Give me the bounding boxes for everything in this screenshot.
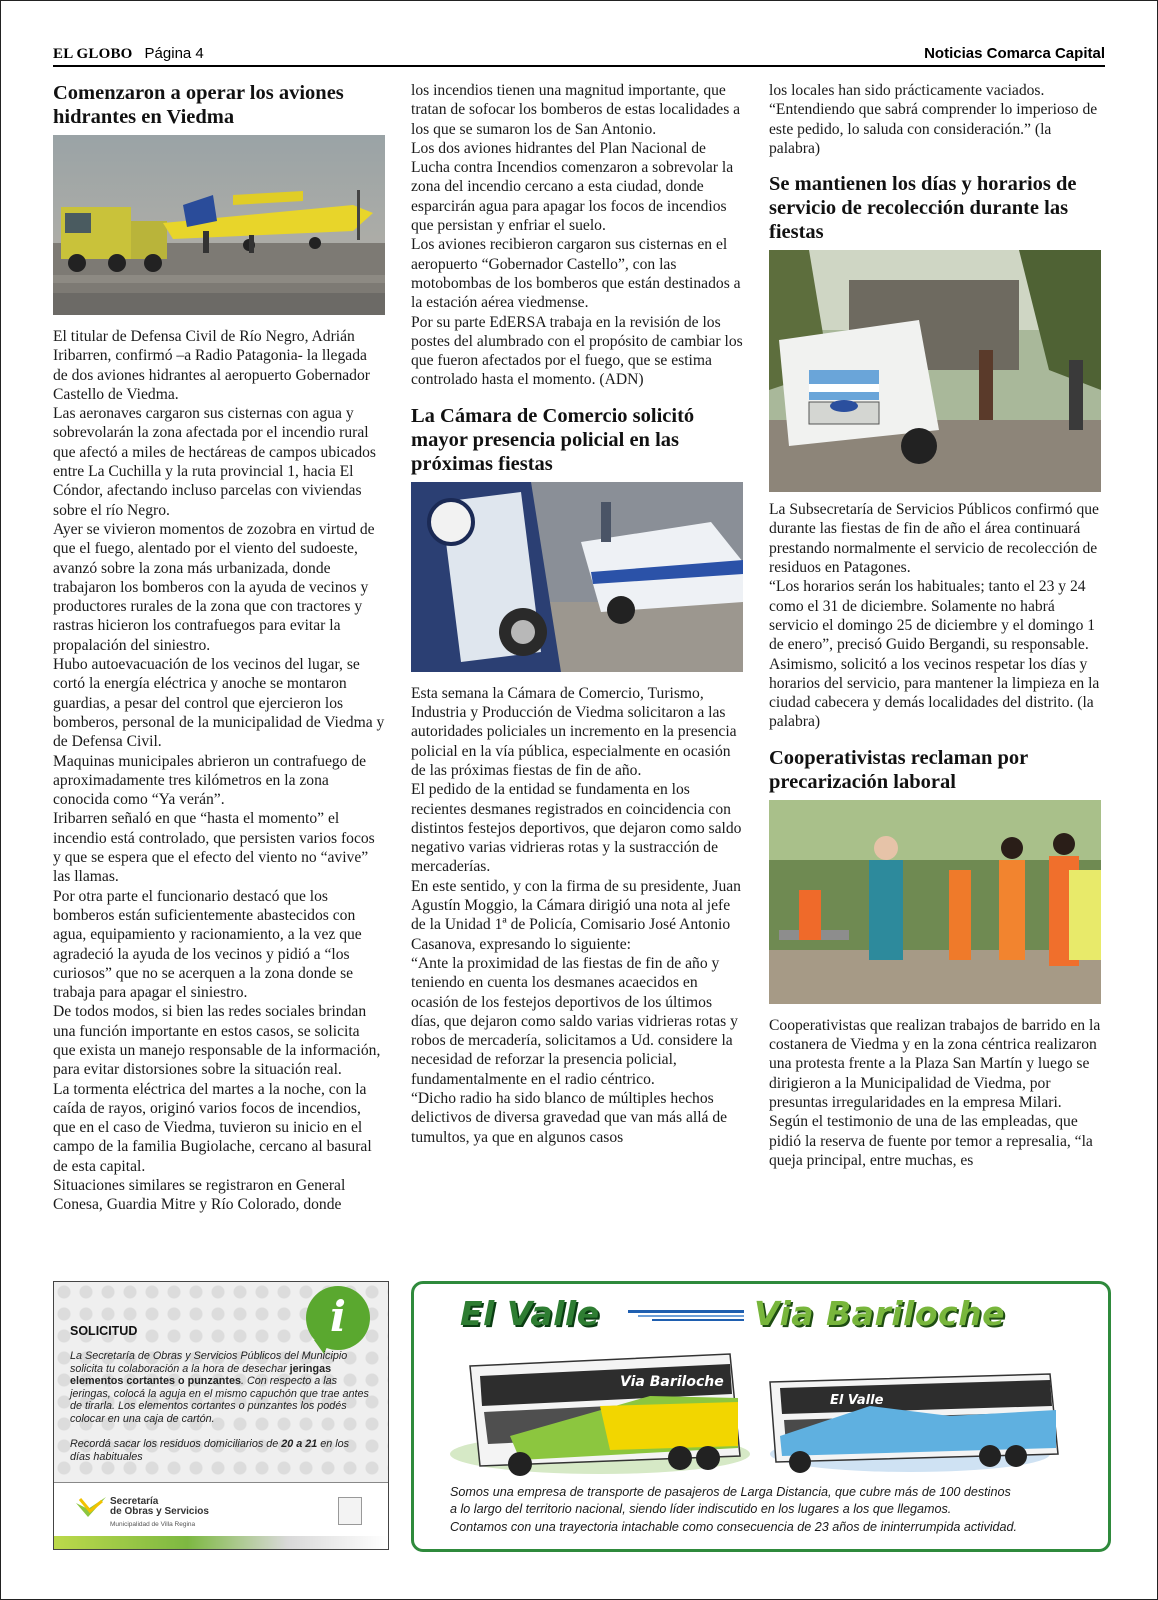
buses-illustration xyxy=(450,1336,1080,1484)
secretaria-logo-icon xyxy=(74,1495,108,1519)
aviones-paragraph: Hubo autoevacuación de los vecinos del lugar, se cortó la energía eléctrica y anoche se montaron guardias, a pesar del control que ejercieron los bomberos, personal de la municipalidad de Viedma y de Defensa Civil. xyxy=(53,656,385,751)
section-name: Noticias Comarca Capital xyxy=(924,45,1105,62)
aviones-paragraph: De todos modos, si bien las redes sociales brindan una función importante en estos casos, se solicita que exista un manejo responsable de la información, para evitar distorsiones sobre la situación real. xyxy=(53,1003,381,1079)
camara-paragraph: Esta semana la Cámara de Comercio, Turismo, Industria y Producción de Viedma solicitaron a las autoridades policiales un incremento en la presencia policial en la vía pública, especialmente en ocasión de las próximas fiestas de fin de año. xyxy=(411,684,737,779)
aviones-paragraph: La tormenta eléctrica del martes a la noche, con la caída de rayos, originó varios focos de incendios, que en el caso de Viedma, tuvieron su inicio en el campo de la familia Bugiolache, cercano al basural de esta capital. xyxy=(53,1080,372,1175)
recoleccion-paragraph: La Subsecretaría de Servicios Públicos confirmó que durante las fiestas de fin de año el área continuará prestando normalmente el servicio de recolección de residuos en Patagones. xyxy=(769,501,1099,577)
camara-paragraph: “Entendiendo que sabrá comprender lo imperioso de este pedido, lo saluda con consideración.” (la palabra) xyxy=(769,101,1098,157)
aviones-paragraph: Iribarren señaló en que “hasta el momento” el incendio está controlado, que persisten varios focos y que se espera que el efecto del viento no “avive” las llamas. xyxy=(53,810,375,886)
cooperativistas-paragraph: Según el testimonio de una de las empleadas, que pidió la reserva de fuente por temor a represalia, “la queja principal, entre muchas, es xyxy=(769,1113,1093,1169)
aviones-paragraph: Las aeronaves cargaron sus cisternas con agua y sobrevolarán la zona afectada por el incendio rural que afectó a miles de hectáreas de campos ubicados entre La Cuchilla y la ruta provincial 1, hacia El Cóndor, afectando incluso parcelas con viviendas sobre el río Negro. xyxy=(53,405,376,519)
paper-name: EL GLOBO xyxy=(53,46,133,62)
article-recoleccion-title: Se mantienen los días y horarios de servicio de recolección durante las fiestas xyxy=(769,173,1077,244)
transport-ad xyxy=(411,1281,1111,1552)
transport-description: Somos una empresa de transporte de pasajeros de Larga Distancia, que cubre más de 100 destinos a lo largo del territorio nacional, siendo líder indiscutido en los lugares a los que llegamos. Contamos con una trayectoria intachable como consecuencia de 23 años de ininterrumpida actividad. xyxy=(450,1485,1018,1534)
page-header xyxy=(53,43,1105,67)
column-2 xyxy=(411,81,743,1147)
aviones-paragraph: Los dos aviones hidrantes del Plan Nacional de Lucha contra Incendios comenzaron a sobrevolar la zona del incendio cercano a esta ciudad, donde esparcirán agua para apagar los focos de incendios que persistan y enfriar el suelo. xyxy=(411,139,734,235)
via-bariloche-logo: Via Bariloche xyxy=(754,1294,1005,1333)
aviones-paragraph: Situaciones similares se registraron en General Conesa, Guardia Mitre y Río Colorado, donde xyxy=(53,1177,346,1214)
recoleccion-paragraph: Asimismo, solicitó a los vecinos respetar los días y horarios del servicio, para mantener la limpieza en la ciudad cabecera y demás localidades del distrito. (la palabra) xyxy=(769,655,1100,731)
aviones-photo xyxy=(53,135,385,315)
article-aviones-title: Comenzaron a operar los aviones hidrantes en Viedma xyxy=(53,82,344,128)
aviones-paragraph: Por su parte EdERSA trabaja en la revisión de los postes del alumbrado con el propósito de cambiar los que fueron afectados por el fuego, que se estima controlado hasta el momento. (ADN) xyxy=(411,313,743,389)
camara-paragraph: En este sentido, y con la firma de su presidente, Juan Agustín Moggio, la Cámara dirigió una nota al jefe de la Unidad 1ª de Policía, Comisario José Antonio Casanova, expresando lo siguiente: xyxy=(411,877,741,953)
municipal-crest-icon xyxy=(338,1497,362,1525)
solicitud-title: SOLICITUD xyxy=(70,1324,138,1338)
solicitud-ad xyxy=(53,1281,389,1550)
aviones-paragraph: Maquinas municipales abrieron un contrafuego de aproximadamente tres kilómetros en la zona conocida como “Ya verán”. xyxy=(53,752,367,809)
column-1 xyxy=(53,81,385,1215)
aviones-paragraph: Los aviones recibieron cargaron sus cisternas en el aeropuerto “Gobernador Castello”, con las motobombas de los bomberos que están destinados a la estación aérea viedmense. xyxy=(411,236,741,312)
bus-label-el-valle: El Valle xyxy=(830,1393,884,1408)
camara-paragraph: “Ante la proximidad de las fiestas de fin de año y teniendo en cuenta los desmanes acaecidos en ocasión de los festejos deportivos de los últimos días, que dejaron como saldo varias vidrieras rotas y robos de mercadería, solicitamos a Ud. considere la necesidad de reforzar la presencia policial, fundamentalmente en el radio céntrico. xyxy=(411,954,738,1088)
speed-stripes-icon xyxy=(628,1308,744,1324)
page-number: Página 4 xyxy=(144,45,204,62)
camara-paragraph: “Dicho radio ha sido blanco de múltiples hechos delictivos de diversa gravedad que van más allá de tumultos, ya que en algunos casos xyxy=(411,1089,728,1146)
aviones-paragraph: Ayer se vivieron momentos de zozobra en virtud de que el fuego, alentado por el viento del sudoeste, avanzó sobre la zona más urbanizada, donde trabajaron los bomberos con la ayuda de vecinos y productores rurales de la zona que con tractores y rastras hicieron los contrafuegos para evitar la propalación del siniestro. xyxy=(53,520,375,654)
aviones-paragraph: Por otra parte el funcionario destacó que los bomberos están suficientemente abastecidos con agua, equipamiento y racionamiento, a la vez que agradeció la ayuda de los vecinos y pidió a “los curiosos” que no se acerquen a la zona donde se trabaja para apagar el siniestro. xyxy=(53,887,362,1002)
recoleccion-photo xyxy=(769,250,1101,492)
bus-label-via-bariloche: Via Bariloche xyxy=(620,1374,724,1390)
solicitud-note: Recordá sacar los residuos domiciliarios de 20 a 21 en los días habituales xyxy=(70,1438,350,1463)
camara-photo xyxy=(411,482,743,672)
el-valle-logo: El Valle xyxy=(460,1294,600,1333)
column-3 xyxy=(769,81,1101,1170)
aviones-paragraph: los incendios tienen una magnitud importante, que tratan de sofocar los bomberos de estas localidades a los que se sumaron los de San Antonio. xyxy=(411,82,741,138)
cooperativistas-photo xyxy=(769,800,1101,1004)
recoleccion-paragraph: “Los horarios serán los habituales; tanto el 23 y 24 como el 31 de diciembre. Solamente no habrá servicio el domingo 25 de diciembre y el domingo 1 de enero”, precisó Guido Bergandi, su responsable. xyxy=(769,578,1096,654)
aviones-paragraph: El titular de Defensa Civil de Río Negro, Adrián Iribarren, confirmó –a Radio Patagonia- la llegada de dos aviones hidrantes al aeropuerto Gobernador Castello de Viedma. xyxy=(53,328,370,403)
camara-paragraph: El pedido de la entidad se fundamenta en los recientes desmanes registrados en coincidencia con distintos festejos deportivos, que dejaron como saldo negativo varias vidrieras rotas y la sustracción de mercaderías. xyxy=(411,781,742,876)
cooperativistas-paragraph: Cooperativistas que realizan trabajos de barrido en la costanera de Viedma y en la zona céntrica realizaron una protesta frente a la Plaza San Martín y luego se dirigieron a la Municipalidad de Viedma, por presuntas irregularidades en la empresa Milari. xyxy=(769,1016,1101,1111)
camara-paragraph: los locales han sido prácticamente vaciados. xyxy=(769,82,1045,99)
article-camara-title: La Cámara de Comercio solicitó mayor presencia policial en las próximas fiestas xyxy=(411,404,695,475)
solicitud-text: La Secretaría de Obras y Servicios Públicos del Municipio solicita tu colaboración a la hora de desechar jeringas elementos cortantes o punzantes. Con respecto a las jeringas, colocá la aguja en el mismo capuchón que trae antes de tirarla. Los elementos cortantes o punzantes los podés colocar en una caja de cartón. xyxy=(70,1350,369,1425)
info-icon: i xyxy=(306,1286,370,1350)
secretaria-logo-footer: Secretaría de Obras y Servicios Municipalidad de Villa Regina xyxy=(54,1482,388,1550)
article-cooperativistas-title: Cooperativistas reclaman por precarización laboral xyxy=(769,746,1028,793)
